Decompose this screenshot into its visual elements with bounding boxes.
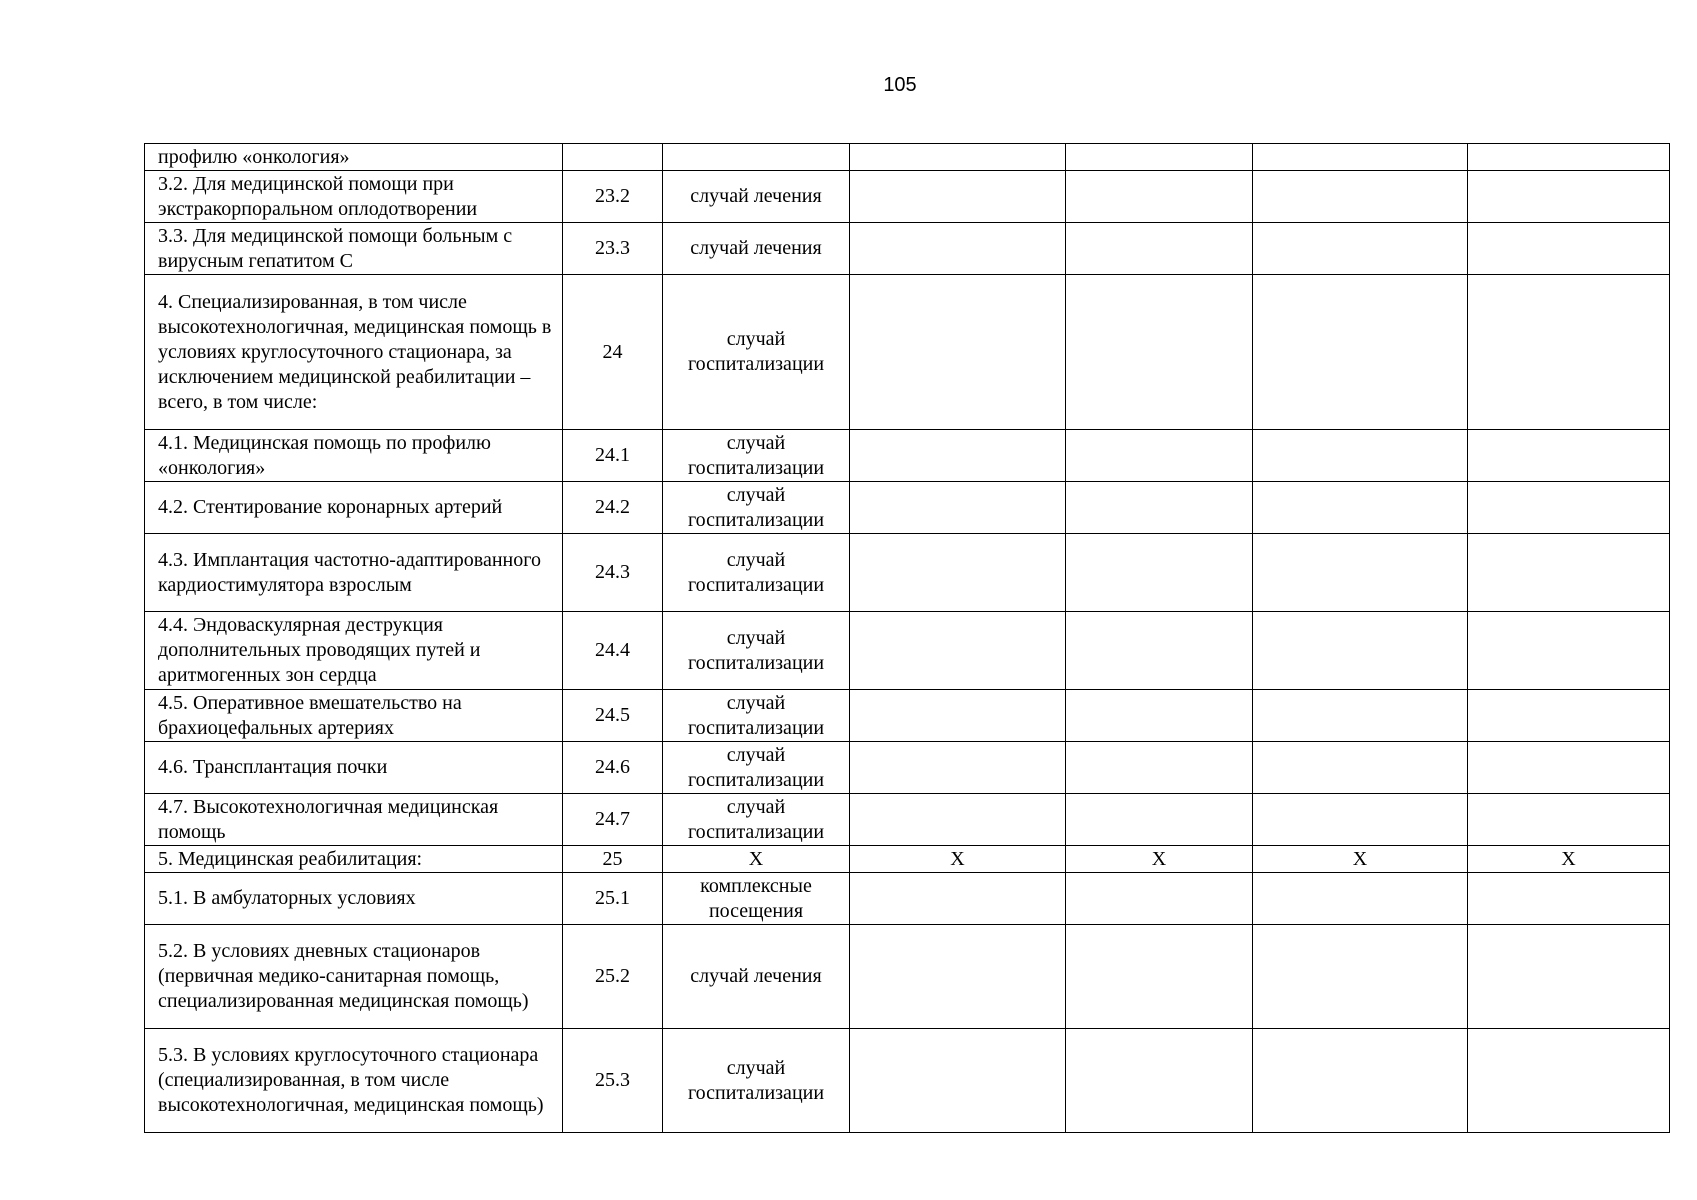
row-value-cell [1468,873,1670,925]
row-value-cell: Х [1253,846,1468,873]
row-value-cell [1066,223,1253,275]
row-code-cell: 24.6 [563,742,663,794]
row-value-cell: Х [850,846,1066,873]
table-row [145,873,1670,925]
row-name-cell: 3.2. Для медицинской помощи при экстракорпоральном оплодотворении [145,171,563,223]
table-row [145,482,1670,534]
row-code-cell: 23.2 [563,171,663,223]
row-value-cell [850,223,1066,275]
row-name-cell: 5.2. В условиях дневных стационаров (первичная медико-санитарная помощь, специализированная медицинская помощь) [145,925,563,1029]
row-unit-cell: случай госпитализации [663,534,850,612]
row-value-cell [1066,794,1253,846]
row-value-cell [1253,690,1468,742]
row-unit-cell: случай госпитализации [663,690,850,742]
row-name-cell: 5.3. В условиях круглосуточного стационара (специализированная, в том числе высокотехнологичная, медицинская помощь) [145,1029,563,1133]
row-value-cell [850,873,1066,925]
row-value-cell [1468,144,1670,171]
row-name-cell: 4.6. Трансплантация почки [145,742,563,794]
row-value-cell [1066,534,1253,612]
row-name-cell: 4.1. Медицинская помощь по профилю «онкология» [145,430,563,482]
row-value-cell [850,925,1066,1029]
row-value-cell [850,742,1066,794]
row-name-cell: 4.7. Высокотехнологичная медицинская помощь [145,794,563,846]
table-row [145,144,1670,171]
row-value-cell [850,171,1066,223]
row-value-cell [1253,1029,1468,1133]
row-value-cell [1468,794,1670,846]
table-row [145,223,1670,275]
row-name-cell: 4.3. Имплантация частотно-адаптированного кардиостимулятора взрослым [145,534,563,612]
row-value-cell [1066,873,1253,925]
row-value-cell [850,144,1066,171]
row-value-cell [1066,612,1253,690]
row-value-cell [1253,482,1468,534]
row-value-cell [1066,742,1253,794]
row-value-cell [1468,171,1670,223]
row-unit-cell: случай госпитализации [663,275,850,430]
row-value-cell: Х [1468,846,1670,873]
table-row [145,742,1670,794]
row-value-cell [1468,1029,1670,1133]
row-value-cell [1468,612,1670,690]
row-unit-cell: случай лечения [663,223,850,275]
row-value-cell [1253,144,1468,171]
row-value-cell [1066,482,1253,534]
row-value-cell [850,275,1066,430]
row-code-cell: 24.3 [563,534,663,612]
row-name-cell: 4. Специализированная, в том числе высокотехнологичная, медицинская помощь в условиях круглосуточного стационара, за исключением медицинской реабилитации – всего, в том числе: [145,275,563,430]
row-value-cell [1066,430,1253,482]
row-code-cell: 25.2 [563,925,663,1029]
row-unit-cell: случай госпитализации [663,1029,850,1133]
row-value-cell [850,482,1066,534]
row-unit-cell: случай госпитализации [663,430,850,482]
row-unit-cell: случай госпитализации [663,612,850,690]
row-code-cell: 24.7 [563,794,663,846]
row-value-cell [1066,171,1253,223]
row-unit-cell: Х [663,846,850,873]
row-value-cell [850,1029,1066,1133]
row-name-cell: 5. Медицинская реабилитация: [145,846,563,873]
row-value-cell [1253,430,1468,482]
row-code-cell: 23.3 [563,223,663,275]
row-value-cell [1253,794,1468,846]
row-code-cell: 25.1 [563,873,663,925]
table-row [145,925,1670,1029]
row-value-cell [1253,742,1468,794]
row-value-cell [1468,690,1670,742]
row-value-cell [1253,612,1468,690]
table-row [145,534,1670,612]
row-value-cell [1468,925,1670,1029]
row-name-cell: 3.3. Для медицинской помощи больным с вирусным гепатитом С [145,223,563,275]
row-value-cell [1066,144,1253,171]
row-value-cell [850,534,1066,612]
row-name-cell: профилю «онкология» [145,144,563,171]
row-code-cell: 24.1 [563,430,663,482]
row-value-cell [850,430,1066,482]
row-value-cell [1066,690,1253,742]
row-code-cell: 24.2 [563,482,663,534]
table-row [145,794,1670,846]
table-row [145,430,1670,482]
table-row [145,612,1670,690]
row-value-cell [1468,223,1670,275]
row-unit-cell: случай госпитализации [663,742,850,794]
table-row [145,690,1670,742]
row-value-cell [850,690,1066,742]
row-unit-cell: случай госпитализации [663,794,850,846]
row-unit-cell [663,144,850,171]
table-body [145,144,1670,1133]
row-value-cell [1066,1029,1253,1133]
row-unit-cell: случай лечения [663,171,850,223]
row-value-cell: Х [1066,846,1253,873]
row-value-cell [1066,925,1253,1029]
row-code-cell: 24.4 [563,612,663,690]
row-code-cell: 24.5 [563,690,663,742]
table-row [145,846,1670,873]
row-value-cell [1253,223,1468,275]
row-unit-cell: комплексные посещения [663,873,850,925]
row-value-cell [1253,171,1468,223]
row-value-cell [1066,275,1253,430]
row-name-cell: 4.4. Эндоваскулярная деструкция дополнительных проводящих путей и аритмогенных зон сердца [145,612,563,690]
row-value-cell [1253,925,1468,1029]
table-row [145,1029,1670,1133]
row-name-cell: 4.5. Оперативное вмешательство на брахиоцефальных артериях [145,690,563,742]
row-value-cell [1468,742,1670,794]
table-row [145,275,1670,430]
row-value-cell [850,794,1066,846]
row-value-cell [1468,430,1670,482]
row-value-cell [850,612,1066,690]
row-value-cell [1468,534,1670,612]
row-code-cell: 24 [563,275,663,430]
row-code-cell [563,144,663,171]
row-name-cell: 5.1. В амбулаторных условиях [145,873,563,925]
row-code-cell: 25.3 [563,1029,663,1133]
row-value-cell [1468,275,1670,430]
row-value-cell [1253,873,1468,925]
row-code-cell: 25 [563,846,663,873]
row-value-cell [1468,482,1670,534]
row-name-cell: 4.2. Стентирование коронарных артерий [145,482,563,534]
row-unit-cell: случай лечения [663,925,850,1029]
table-row [145,171,1670,223]
row-value-cell [1253,534,1468,612]
row-unit-cell: случай госпитализации [663,482,850,534]
page-number: 105 [883,74,917,96]
indicators-table [144,143,1670,1133]
row-value-cell [1253,275,1468,430]
